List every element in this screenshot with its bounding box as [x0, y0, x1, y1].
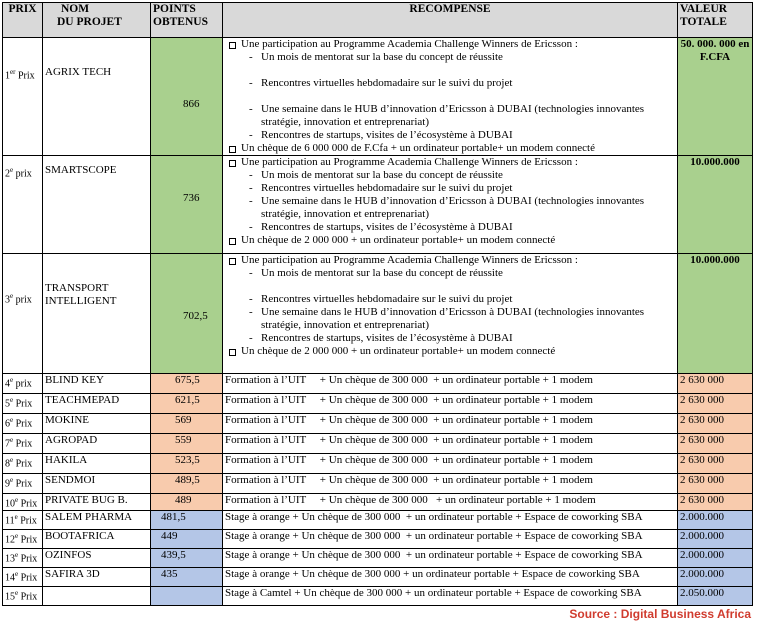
- project-name: TRANSPORT INTELLIGENT: [43, 254, 151, 374]
- prize-rank: 7e Prix: [3, 434, 43, 454]
- points-value: 481,5: [151, 511, 223, 530]
- prize-row: [3, 474, 753, 494]
- reward-cell: Formation à l’UIT + Un chèque de 300 000 + un ordinateur portable + 1 modem: [223, 394, 678, 414]
- reward-line: - Rencontres de startups, visites de l’écosystème à DUBAI: [225, 129, 675, 142]
- total-value: 2 630 000: [678, 474, 753, 494]
- prize-rank: 10e Prix: [3, 494, 43, 511]
- prize-rank: 4e prix: [3, 374, 43, 394]
- reward-line: - Rencontres virtuelles hebdomadaire sur le suivi du projet: [225, 77, 675, 90]
- project-name: SALEM PHARMA: [43, 511, 151, 530]
- reward-line: - Un mois de mentorat sur la base du concept de réussite: [225, 169, 675, 182]
- reward-cell: Stage à orange + Un chèque de 300 000 + un ordinateur portable + Espace de coworking SBA: [223, 549, 678, 568]
- prize-row: [3, 511, 753, 530]
- reward-line: Une participation au Programme Academia Challenge Winners de Ericsson :: [225, 254, 675, 267]
- reward-line: - Rencontres virtuelles hebdomadaire sur le suivi du projet: [225, 182, 675, 195]
- total-value: 2 630 000: [678, 494, 753, 511]
- project-name: SMARTSCOPE: [43, 156, 151, 254]
- reward-cell: Stage à orange + Un chèque de 300 000 + un ordinateur portable + Espace de coworking SBA: [223, 511, 678, 530]
- reward-line: Un chèque de 6 000 000 de F.Cfa + un ordinateur portable+ un modem connecté: [225, 142, 675, 155]
- total-value: 2 630 000: [678, 394, 753, 414]
- total-value: 2.050.000: [678, 587, 753, 606]
- points-value: 439,5: [151, 549, 223, 568]
- prize-rank: 9e Prix: [3, 474, 43, 494]
- prize-row: [3, 568, 753, 587]
- reward-cell: [223, 156, 678, 254]
- header-row: [3, 3, 753, 38]
- reward-line: - Un mois de mentorat sur la base du concept de réussite: [225, 51, 675, 64]
- project-name: HAKILA: [43, 454, 151, 474]
- points-value: 559: [151, 434, 223, 454]
- prize-row: [3, 494, 753, 511]
- total-value: 2.000.000: [678, 549, 753, 568]
- reward-cell: Stage à orange + Un chèque de 300 000 + un ordinateur portable + Espace de coworking SBA: [223, 530, 678, 549]
- prize-rank: 11e Prix: [3, 511, 43, 530]
- project-name: PRIVATE BUG B.: [43, 494, 151, 511]
- project-name: MOKINE: [43, 414, 151, 434]
- spacer: [225, 90, 675, 103]
- project-name: AGROPAD: [43, 434, 151, 454]
- prize-row: [3, 454, 753, 474]
- reward-line: - Rencontres de startups, visites de l’écosystème à DUBAI: [225, 221, 675, 234]
- prize-rank: 8e Prix: [3, 454, 43, 474]
- prize-rank: 13e Prix: [3, 549, 43, 568]
- reward-cell: Formation à l’UIT + Un chèque de 300 000 + un ordinateur portable + 1 modem: [223, 434, 678, 454]
- points-value: 621,5: [151, 394, 223, 414]
- prize-row: [3, 434, 753, 454]
- points-value: 523,5: [151, 454, 223, 474]
- prize-row: [3, 38, 753, 156]
- project-name: AGRIX TECH: [43, 38, 151, 156]
- project-name: BOOTAFRICA: [43, 530, 151, 549]
- reward-line: - Une semaine dans le HUB d’innovation d’Ericsson à DUBAI (technologies innovantes stratégie, innovation et entreprenariat): [225, 103, 675, 129]
- reward-line: - Un mois de mentorat sur la base du concept de réussite: [225, 267, 675, 280]
- prize-rank: 5e Prix: [3, 394, 43, 414]
- header-points: POINTS OBTENUS: [151, 3, 223, 38]
- reward-line: Un chèque de 2 000 000 + un ordinateur portable+ un modem connecté: [225, 345, 675, 358]
- prize-row: [3, 414, 753, 434]
- spacer: [225, 64, 675, 77]
- prize-row: [3, 587, 753, 606]
- reward-line: Un chèque de 2 000 000 + un ordinateur portable+ un modem connecté: [225, 234, 675, 247]
- prize-row: [3, 549, 753, 568]
- total-value: 2 630 000: [678, 454, 753, 474]
- reward-line: Une participation au Programme Academia Challenge Winners de Ericsson :: [225, 156, 675, 169]
- reward-cell: [223, 254, 678, 374]
- project-name: TEACHMEPAD: [43, 394, 151, 414]
- total-value: 2 630 000: [678, 434, 753, 454]
- points-value: 489: [151, 494, 223, 511]
- total-value: 2.000.000: [678, 530, 753, 549]
- points-value: 435: [151, 568, 223, 587]
- points-value: 569: [151, 414, 223, 434]
- points-value: 736: [151, 156, 223, 254]
- header-recompense: RECOMPENSE: [223, 3, 678, 38]
- prize-row: [3, 254, 753, 374]
- points-value: [151, 587, 223, 606]
- project-name: SENDMOI: [43, 474, 151, 494]
- points-value: 702,5: [151, 254, 223, 374]
- total-value: 10.000.000: [678, 156, 753, 254]
- project-name: SAFIRA 3D: [43, 568, 151, 587]
- reward-cell: Stage à Camtel + Un chèque de 300 000 + un ordinateur portable + Espace de coworking SBA: [223, 587, 678, 606]
- project-name: OZINFOS: [43, 549, 151, 568]
- spacer: [225, 280, 675, 293]
- total-value: 2 630 000: [678, 374, 753, 394]
- reward-line: - Rencontres de startups, visites de l’écosystème à DUBAI: [225, 332, 675, 345]
- points-value: 675,5: [151, 374, 223, 394]
- prize-rank: 14e Prix: [3, 568, 43, 587]
- prize-rank: 12e Prix: [3, 530, 43, 549]
- prize-rank: 3e prix: [3, 254, 43, 374]
- prize-rank: 1er Prix: [3, 38, 43, 156]
- total-value: 50. 000. 000 en F.CFA: [678, 38, 753, 156]
- prize-rank: 15e Prix: [3, 587, 43, 606]
- reward-cell: Formation à l’UIT + Un chèque de 300 000 + un ordinateur portable + 1 modem: [223, 414, 678, 434]
- total-value: 2 630 000: [678, 414, 753, 434]
- total-value: 2.000.000: [678, 568, 753, 587]
- reward-cell: Formation à l’UIT + Un chèque de 300 000 + un ordinateur portable + 1 modem: [223, 474, 678, 494]
- reward-line: - Une semaine dans le HUB d’innovation d’Ericsson à DUBAI (technologies innovantes stratégie, innovation et entreprenariat): [225, 195, 675, 221]
- points-value: 866: [151, 38, 223, 156]
- reward-cell: Formation à l’UIT + Un chèque de 300 000 + un ordinateur portable + 1 modem: [223, 454, 678, 474]
- header-nom: NOM DU PROJET: [43, 3, 151, 38]
- header-valeur: VALEUR TOTALE: [678, 3, 753, 38]
- prize-row: [3, 394, 753, 414]
- reward-line: - Une semaine dans le HUB d’innovation d’Ericsson à DUBAI (technologies innovantes stratégie, innovation et entreprenariat): [225, 306, 675, 332]
- reward-cell: Stage à orange + Un chèque de 300 000 + un ordinateur portable + Espace de coworking SBA: [223, 568, 678, 587]
- reward-cell: [223, 38, 678, 156]
- prize-table: [2, 2, 753, 606]
- total-value: 10.000.000: [678, 254, 753, 374]
- prize-rank: 6e Prix: [3, 414, 43, 434]
- reward-line: Une participation au Programme Academia Challenge Winners de Ericsson :: [225, 38, 675, 51]
- reward-cell: Formation à l’UIT + Un chèque de 300 000 + un ordinateur portable + 1 modem: [223, 494, 678, 511]
- points-value: 489,5: [151, 474, 223, 494]
- header-prix: PRIX: [3, 3, 43, 38]
- source-caption: Source : Digital Business Africa: [569, 607, 751, 621]
- points-value: 449: [151, 530, 223, 549]
- prize-rank: 2e prix: [3, 156, 43, 254]
- reward-line: - Rencontres virtuelles hebdomadaire sur le suivi du projet: [225, 293, 675, 306]
- total-value: 2.000.000: [678, 511, 753, 530]
- project-name: [43, 587, 151, 606]
- reward-cell: Formation à l’UIT + Un chèque de 300 000 + un ordinateur portable + 1 modem: [223, 374, 678, 394]
- prize-row: [3, 156, 753, 254]
- prize-row: [3, 530, 753, 549]
- prize-row: [3, 374, 753, 394]
- project-name: BLIND KEY: [43, 374, 151, 394]
